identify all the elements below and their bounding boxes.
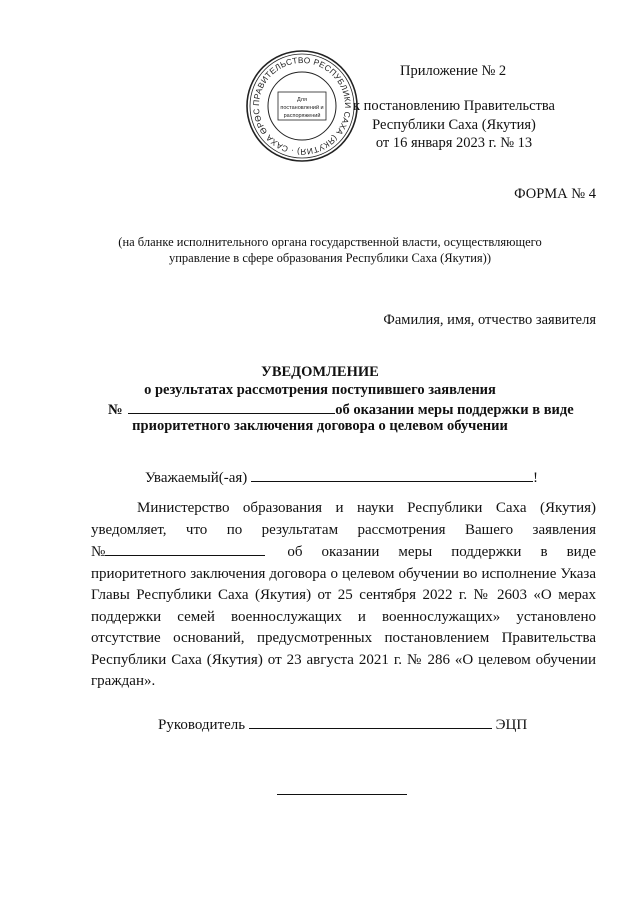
title-line-2: о результатах рассмотрения поступившего заявления [144,382,496,398]
resolution-line-2: Республики Саха (Якутия) [372,117,536,133]
seal-inner-line1: Для [297,97,307,103]
letterhead-note-line-2: управление в сфере образования Республики Саха (Якутия)) [168,251,492,265]
body-application-number-blank[interactable] [105,541,265,556]
letterhead-note-line-1: (на бланке исполнительного органа государственной власти, осуществляющего [118,235,542,249]
salutation [145,467,538,488]
resolution-line-1: к постановлению Правительства [353,98,555,114]
form-number: ФОРМА № 4 [514,186,596,202]
closing-divider [277,794,407,795]
signature-label: Руководитель [158,717,246,733]
notification-body [91,498,596,693]
official-seal [244,48,360,164]
signature-esig-label: ЭЦП [495,717,528,733]
title-number-sign: № [108,402,123,418]
signature-line [158,714,527,735]
body-continuation: приоритетного заключения договора о целевом обучении во исполнение Указа Главы Республики Саха (Якутия) от 25 сентября 2022 г. № 2603 «О мерах поддержки семей военнослужащих и военнослужащих» установлено отсутствие оснований, предусмотренных постановлением Правительства Республики Саха (Якутия) от 23 августа 2021 г. № 286 «О целевом обучении граждан». [91,565,596,689]
body-number-sign: № [91,544,106,560]
resolution-line-3: от 16 января 2023 г. № 13 [375,135,533,151]
body-line-3 [91,541,596,564]
applicant-name-label: Фамилия, имя, отчество заявителя [383,312,596,328]
document-title: УВЕДОМЛЕНИЕ [261,364,379,380]
seal-inner-line3: распоряжений [283,113,321,119]
title-line-4: приоритетного заключения договора о целевом обучении [132,418,508,434]
salutation-exclamation: ! [533,470,539,486]
body-line-3-text: об оказании меры поддержки в виде [287,544,596,560]
salutation-name-blank[interactable] [251,467,533,482]
appendix-label: Приложение № 2 [400,63,507,79]
title-application-number-blank[interactable] [128,399,335,414]
body-line-1: Министерство образования и науки Республики Саха (Якутия) [137,500,596,516]
title-line-3-text: об оказании меры поддержки в виде [335,402,574,418]
seal-ring-text: ПРАВИТЕЛЬСТВО РЕСПУБЛИКИ САХА (ЯКУТИЯ) · САХА ӨРӨС [250,54,354,158]
signature-blank[interactable] [249,714,492,729]
seal-inner-line2: постановлений и [280,105,324,111]
salutation-label: Уважаемый(-ая) [145,470,248,486]
body-line-2: уведомляет, что по результатам рассмотрения Вашего заявления [91,521,596,538]
